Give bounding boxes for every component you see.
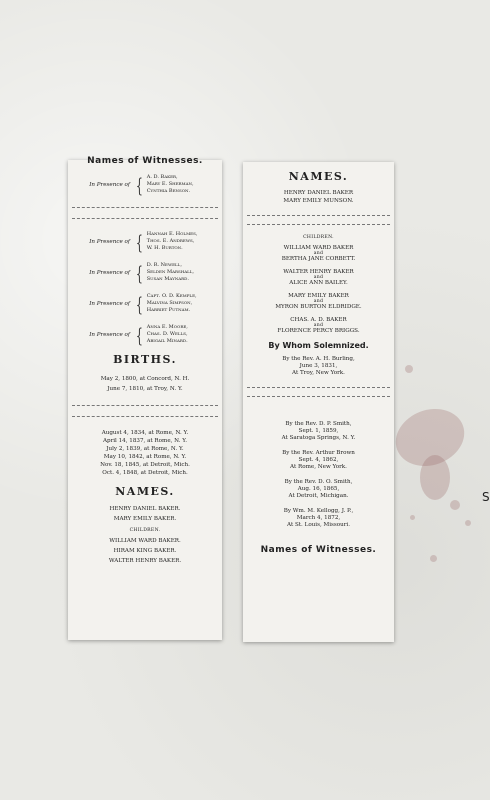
ink-stain: [430, 555, 437, 562]
birth-entry: May 2, 1800, at Concord, N. H.: [100, 376, 190, 382]
birth-entry: Nov. 18, 1845, at Detroit, Mich.: [100, 462, 190, 468]
names-title: NAMES.: [288, 170, 349, 183]
marriage-entry: [243, 245, 394, 263]
witness-names: [147, 262, 194, 283]
parent-name: HENRY DANIEL BAKER.: [109, 506, 181, 512]
and-text: and: [313, 275, 324, 280]
child-name: HIRAM KING BAKER.: [113, 548, 177, 554]
spouse-name: MARY EMILY MUNSON.: [283, 198, 354, 204]
spouse-name: ALICE ANN BAILEY.: [289, 280, 348, 286]
left-record-strip: [68, 156, 222, 640]
brace-glyph: {: [135, 291, 143, 316]
witness-group: [72, 174, 218, 195]
witness-names: [147, 324, 188, 345]
witness-name: Thos. E. Andrews,: [146, 238, 195, 244]
solemnized-title: By Whom Solemnized.: [268, 341, 369, 350]
witness-name: Selden Marshall,: [146, 269, 194, 275]
spouse-name: CHAS. A. D. BAKER: [290, 317, 347, 323]
witness-group: [72, 324, 218, 345]
parent-name: MARY EMILY BAKER.: [113, 516, 177, 522]
brace-glyph: {: [135, 172, 143, 197]
witness-name: D. R. Newell,: [146, 262, 182, 268]
officiant-name: By Wm. M. Kellogg, J. P.,: [283, 508, 354, 514]
witness-name: W. H. Burton.: [146, 245, 183, 251]
marriage-entry: [243, 293, 394, 311]
right-record-strip: [243, 162, 394, 642]
officiant-date: March 4, 1872,: [296, 515, 341, 521]
birth-entry: Oct. 4, 1848, at Detroit, Mich.: [102, 470, 188, 476]
officiant-date: Aug. 16, 1865,: [297, 486, 340, 492]
children-label: CHILDREN.: [129, 528, 161, 533]
witness-name: A. D. Baker,: [146, 174, 178, 180]
spouse-name: MARY EMILY BAKER: [288, 293, 349, 299]
officiant-entry: [243, 450, 394, 471]
witness-names: [147, 174, 194, 195]
officiant-entry: [243, 508, 394, 529]
officiant-entry: [243, 421, 394, 442]
witness-group: [72, 231, 218, 252]
officiant-place: At Troy, New York.: [292, 370, 345, 376]
births-title: BIRTHS.: [113, 353, 177, 366]
and-text: and: [313, 251, 324, 256]
witness-name: Anna E. Moore,: [146, 324, 188, 330]
parents-list: [68, 504, 222, 524]
spouse-name: WILLIAM WARD BAKER: [283, 245, 354, 251]
birth-entry: July 2, 1839, at Rome, N. Y.: [106, 446, 184, 452]
children-list: [68, 536, 222, 566]
witness-names: [147, 231, 198, 252]
births-list: [68, 429, 222, 477]
witness-label: In Presence of: [89, 181, 130, 188]
officiant-name: By the Rev. D. O. Smith,: [284, 479, 353, 485]
witness-names: [147, 293, 197, 314]
birth-entry: April 14, 1837, at Rome, N. Y.: [102, 438, 188, 444]
witness-name: Malvina Simpson,: [146, 300, 193, 306]
witness-name: Harriet Putnam.: [146, 307, 191, 313]
spouse-name: BERTHA JANE CORBETT.: [281, 256, 356, 262]
witness-label: In Presence of: [89, 300, 130, 307]
officiant-place: At St. Louis, Missouri.: [287, 522, 350, 528]
officiant-date: June 3, 1831,: [299, 363, 338, 369]
witness-name: Cynthia Benson.: [146, 188, 191, 194]
edge-character: S: [482, 490, 490, 504]
and-text: and: [313, 299, 324, 304]
witness-footer: Names of Witnesses.: [260, 545, 377, 555]
brace-glyph: {: [135, 229, 143, 254]
birth-entry: June 7, 1810, at Troy, N. Y.: [107, 386, 183, 392]
officiant-name: By the Rev. Arthur Brown: [282, 450, 355, 456]
names-title: NAMES.: [115, 485, 175, 498]
officiant-name: By the Rev. D. P. Smith,: [285, 421, 352, 427]
brace-glyph: {: [135, 322, 143, 347]
ink-stain: [405, 365, 413, 373]
witness-group: [72, 262, 218, 283]
ink-stain: [465, 520, 471, 526]
ink-stain: [420, 455, 450, 500]
officiant-date: Sept. 1, 1859,: [298, 428, 339, 434]
child-name: WALTER HENRY BAKER.: [108, 558, 182, 564]
ink-stain: [410, 515, 415, 520]
spouse-name: FLORENCE PERCY BRIGGS.: [277, 328, 360, 334]
officiant-name: By the Rev. A. H. Burling,: [282, 356, 355, 362]
witness-group: [72, 293, 218, 314]
spouse-name: WALTER HENRY BAKER: [283, 269, 354, 275]
witness-label: In Presence of: [89, 331, 130, 338]
and-text: and: [313, 323, 324, 328]
witness-name: Hannah E. Holmes,: [146, 231, 198, 237]
officiant-date: Sept. 4, 1862,: [298, 457, 339, 463]
witness-name: Abigail Minard.: [146, 338, 188, 344]
witness-label: In Presence of: [89, 269, 130, 276]
witness-name: Capt. O. D. Kemple,: [146, 293, 197, 299]
witness-label: In Presence of: [89, 238, 130, 245]
officiant-entry: [243, 356, 394, 377]
ink-stain: [450, 500, 460, 510]
children-label: CHILDREN.: [303, 235, 334, 240]
marriage-entry: [243, 269, 394, 287]
births-list: [68, 376, 222, 393]
brace-glyph: {: [135, 260, 143, 285]
witness-name: Susan Maynard.: [146, 276, 189, 282]
birth-entry: August 4, 1834, at Rome, N. Y.: [101, 430, 189, 436]
witness-header: Names of Witnesses.: [87, 156, 203, 166]
birth-entry: May 10, 1842, at Rome, N. Y.: [103, 454, 187, 460]
officiant-entry: [243, 479, 394, 500]
officiant-place: At Rome, New York.: [290, 464, 347, 470]
spouse-name: MYRON BURTON ELDRIDGE.: [275, 304, 362, 310]
child-name: WILLIAM WARD BAKER.: [109, 538, 181, 544]
marriage-entry: [243, 317, 394, 335]
officiant-place: At Detroit, Michigan.: [288, 493, 349, 499]
witness-name: Chas. D. Wells,: [146, 331, 188, 337]
witness-name: Mary E. Sherman,: [146, 181, 194, 187]
spouse-name: HENRY DANIEL BAKER: [283, 190, 354, 196]
officiant-place: At Saratoga Springs, N. Y.: [281, 435, 356, 441]
couple-entry: [243, 189, 394, 205]
